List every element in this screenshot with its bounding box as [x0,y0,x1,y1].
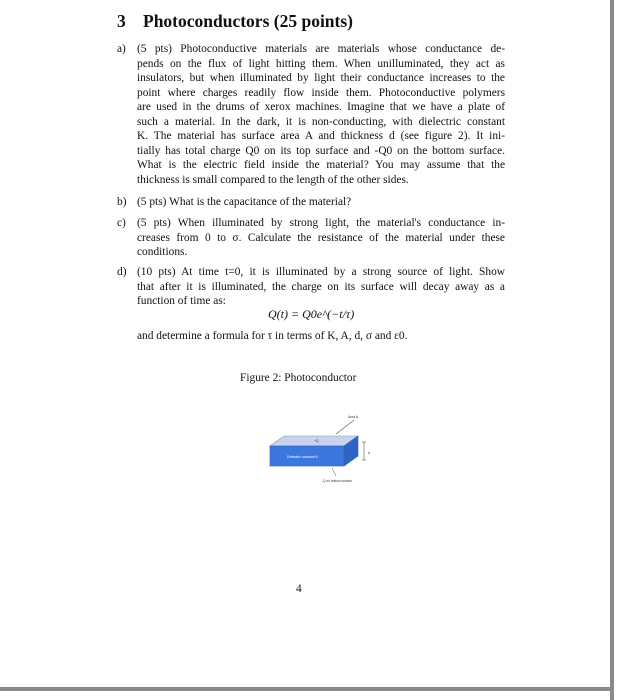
question-line: thickness is small compared to the length of the other sides. [137,173,409,186]
question-line: insulators, but when illuminated by light their conductance increases to the [137,72,505,84]
question-line: that after it is illuminated, the charge on its surface will decay away as a [137,280,505,293]
page-border-right [610,0,614,700]
question-line: are used in the drums of xerox machines. Imagine that we have a plate of [137,101,505,113]
question-line: such a material. In the dark, it is non-conducting, with dielectric constant [137,115,505,128]
question-c [117,216,505,260]
section-number: 3 [117,11,126,31]
question-line: creases from 0 to σ. Calculate the resistance of the material under these [137,231,505,244]
question-line: point where charges readily flow inside them. Photoconductive polymers [137,86,505,99]
question-a [117,42,505,187]
question-line: (5 pts) When illuminated by strong light, the material's conductance in- [137,217,505,229]
closing-sentence: and determine a formula for τ in terms of K, A, d, σ and ε0. [137,330,408,342]
question-line: tially has total charge Q0 on its top surface and -Q0 on the bottom surface. [137,144,505,157]
label-area: Area A [348,415,359,419]
question-line: (5 pts) What is the capacitance of the material? [137,196,352,208]
page-border-bottom [0,687,614,691]
label-bottom-charge: -Q on bottom surface [322,479,352,483]
label-top-charge: +Q [314,439,319,443]
photoconductor-figure [262,412,382,492]
question-d [117,265,505,309]
section-heading [117,11,353,32]
question-line: (5 pts) Photoconductive materials are materials whose conductance de- [137,43,505,55]
question-line: pends on the flux of light hitting them. When unilluminated, they act as [137,57,505,70]
section-title: Photoconductors (25 points) [143,11,354,31]
area-pointer [336,420,354,434]
photoconductor-slab-diagram [262,412,382,492]
question-label: a) [117,43,126,55]
label-thickness: d [368,451,370,455]
figure-caption: Figure 2: Photoconductor [240,372,357,384]
decay-equation: Q(t) = Q0e^(−t/τ) [268,307,355,321]
label-dielectric: Dielectric constant K [287,455,318,459]
question-line: What is the electric field inside the material? You may assume that the [137,159,505,171]
question-line: K. The material has surface area A and thickness d (see figure 2). It ini- [137,130,505,142]
page-number: 4 [296,583,302,595]
bottom-pointer [332,468,336,476]
question-line: function of time as: [137,295,226,307]
question-label: c) [117,217,126,229]
question-label: d) [117,266,127,278]
question-line: (10 pts) At time t=0, it is illuminated by a strong source of light. Show [137,266,505,278]
question-label: b) [117,196,127,208]
question-b [117,195,505,210]
question-line: conditions. [137,246,188,258]
